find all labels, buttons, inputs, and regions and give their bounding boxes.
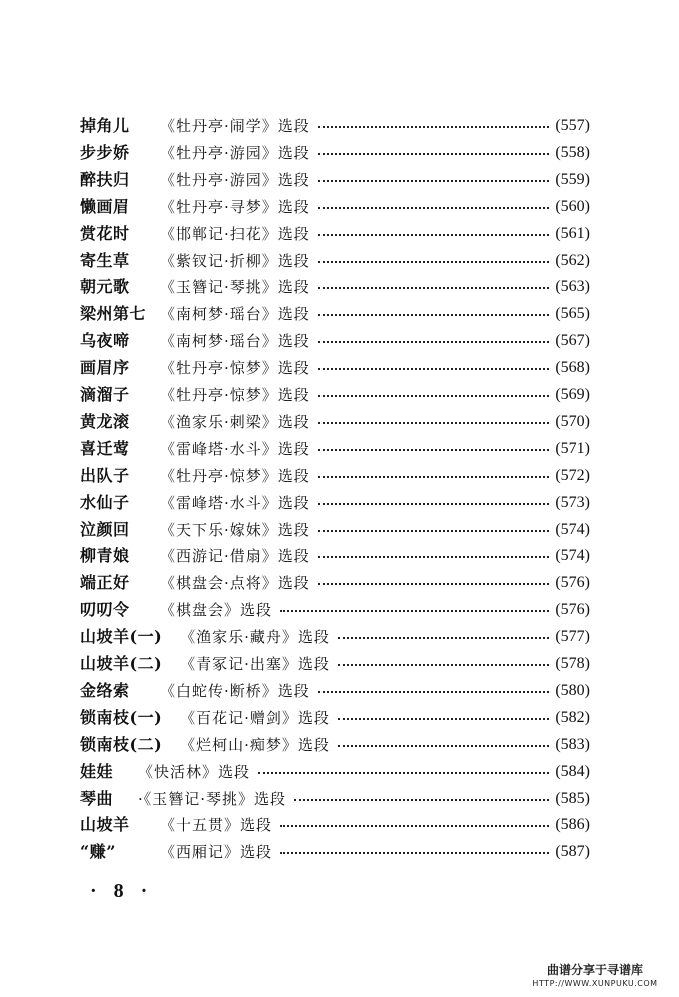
- page-number: (578): [555, 655, 590, 672]
- page-number: (576): [555, 601, 590, 619]
- tune-name: 泣颜回: [80, 519, 130, 539]
- tune-name: 金络索: [80, 680, 130, 700]
- page-number: (558): [555, 143, 590, 161]
- tune-name: 琴曲: [80, 788, 114, 808]
- page-number: (568): [555, 359, 590, 377]
- page-number: (569): [555, 386, 590, 403]
- work-title: 《烂柯山·痴梦》选段: [180, 735, 330, 754]
- page-number: (571): [555, 439, 590, 457]
- watermark: [520, 962, 670, 990]
- tune-name: “赚”: [80, 842, 116, 862]
- tune-name: 山坡羊(一): [80, 627, 163, 647]
- page-number: (565): [555, 305, 590, 323]
- page-number: (587): [555, 843, 590, 861]
- dot-leader: [280, 825, 549, 827]
- dot-leader: [318, 556, 550, 558]
- tune-name: 端正好: [80, 573, 130, 593]
- toc-entry: [80, 597, 590, 623]
- dot-leader: [280, 610, 549, 612]
- work-title: 《牡丹亭·惊梦》选段: [160, 359, 310, 378]
- tune-name: 喜迁莺: [80, 438, 130, 458]
- page-number: (557): [555, 117, 590, 134]
- toc-entry: [80, 274, 590, 300]
- page-number: (580): [555, 681, 590, 699]
- tune-name: 寄生草: [80, 250, 130, 270]
- page-number: (560): [555, 197, 590, 215]
- work-title: ·《玉簪记·琴挑》选段: [138, 789, 287, 808]
- page-number: (583): [555, 735, 590, 753]
- dot-leader: [318, 422, 550, 424]
- page-number: (567): [555, 332, 590, 350]
- tune-name: 山坡羊(二): [80, 654, 163, 673]
- work-title: 《雷峰塔·水斗》选段: [160, 439, 310, 458]
- tune-name: 娃娃: [80, 761, 114, 781]
- dot-leader: [318, 341, 550, 343]
- page-number: (561): [555, 224, 590, 242]
- toc-entry: [80, 839, 590, 865]
- dot-leader: [318, 476, 550, 478]
- page-number: (573): [555, 493, 590, 511]
- work-title: 《棋盘会·点将》选段: [160, 574, 310, 593]
- dot-leader: [318, 503, 550, 505]
- tune-name: 锁南枝(二): [80, 734, 163, 754]
- toc-entry: [80, 732, 590, 758]
- page-number: (582): [555, 708, 590, 726]
- work-title: 《十五贯》选段: [160, 816, 273, 835]
- page-number: (570): [555, 412, 590, 430]
- work-title: 《牡丹亭·游园》选段: [160, 143, 310, 162]
- dot-leader: [318, 368, 550, 370]
- tune-name: 掉角儿: [80, 116, 130, 135]
- tune-name: 步步娇: [80, 142, 130, 162]
- toc-entry: [80, 194, 590, 220]
- toc-entry: [80, 786, 590, 812]
- dot-leader: [318, 395, 550, 397]
- dot-leader: [318, 234, 550, 236]
- toc-entry: [80, 436, 590, 462]
- work-title: 《百花记·赠剑》选段: [180, 708, 330, 727]
- toc-entry: [80, 167, 590, 193]
- work-title: 《牡丹亭·寻梦》选段: [160, 197, 310, 216]
- dot-leader: [258, 772, 549, 774]
- toc-entry: [80, 301, 590, 327]
- tune-name: 朝元歌: [80, 277, 130, 297]
- work-title: 《西游记·借扇》选段: [160, 547, 310, 566]
- tune-name: 懒画眉: [80, 196, 130, 216]
- toc-entry: [80, 409, 590, 435]
- dot-leader: [318, 153, 550, 155]
- dot-leader: [318, 180, 550, 182]
- page-number: (572): [555, 466, 590, 484]
- work-title: 《玉簪记·琴挑》选段: [160, 278, 310, 297]
- dot-leader: [318, 583, 550, 585]
- work-title: 《渔家乐·刺梁》选段: [160, 412, 310, 431]
- page-number: (577): [555, 628, 590, 646]
- tune-name: 画眉序: [80, 358, 130, 378]
- work-title: 《天下乐·嫁妹》选段: [160, 520, 310, 539]
- toc-entry: [80, 678, 590, 704]
- work-title: 《青冢记·出塞》选段: [180, 655, 330, 673]
- tune-name: 滴溜子: [80, 385, 130, 404]
- page-number: (562): [555, 251, 590, 269]
- page-number: (586): [555, 816, 590, 834]
- toc-entry: [80, 570, 590, 596]
- work-title: 《南柯梦·瑶台》选段: [160, 332, 310, 351]
- work-title: 《牡丹亭·闹学》选段: [160, 117, 310, 135]
- work-title: 《棋盘会》选段: [160, 601, 273, 620]
- work-title: 《西厢记》选段: [160, 843, 273, 862]
- tune-name: 水仙子: [80, 492, 130, 512]
- work-title: 《雷峰塔·水斗》选段: [160, 493, 310, 512]
- toc-entry: [80, 759, 590, 785]
- toc-entry: [80, 543, 590, 569]
- work-title: 《牡丹亭·游园》选段: [160, 170, 310, 189]
- tune-name: 出队子: [80, 465, 130, 485]
- page-number: (559): [555, 170, 590, 188]
- tune-name: 柳青娘: [80, 546, 130, 566]
- toc-entry: [80, 140, 590, 166]
- work-title: 《快活林》选段: [138, 762, 251, 781]
- dot-leader: [338, 664, 549, 666]
- toc-entry: [80, 113, 590, 139]
- toc-entry: [80, 463, 590, 489]
- toc-entry: [80, 382, 590, 408]
- toc-entry: [80, 328, 590, 354]
- toc-entry: [80, 355, 590, 381]
- work-title: 《邯郸记·扫花》选段: [160, 224, 310, 243]
- toc-entry: [80, 248, 590, 274]
- tune-name: 锁南枝(一): [80, 707, 163, 727]
- tune-name: 醉扶归: [80, 169, 130, 189]
- tune-name: 赏花时: [80, 223, 130, 243]
- tune-name: 叨叨令: [80, 600, 130, 620]
- dot-leader: [318, 449, 550, 451]
- toc-entry: [80, 624, 590, 650]
- toc-entry: [80, 221, 590, 247]
- dot-leader: [280, 852, 549, 854]
- page-number: (574): [555, 520, 590, 538]
- dot-leader: [338, 745, 549, 747]
- watermark-url: HTTP://WWW.XUNPUKU.COM: [532, 979, 658, 988]
- page-number: (576): [555, 574, 590, 592]
- dot-leader: [294, 799, 549, 801]
- dot-leader: [318, 126, 550, 128]
- page-number: (584): [555, 762, 590, 780]
- work-title: 《紫钗记·折柳》选段: [160, 251, 310, 270]
- dot-leader: [318, 287, 550, 289]
- tune-name: 黄龙滚: [80, 411, 130, 431]
- tune-name: 乌夜啼: [80, 331, 130, 351]
- tune-name: 山坡羊: [80, 815, 130, 835]
- work-title: 《白蛇传·断桥》选段: [160, 681, 310, 700]
- work-title: 《牡丹亭·惊梦》选段: [160, 466, 310, 485]
- toc-entry: [80, 705, 590, 731]
- toc-entry: [80, 651, 590, 677]
- dot-leader: [318, 207, 550, 209]
- work-title: 《渔家乐·藏舟》选段: [180, 628, 330, 647]
- dot-leader: [318, 691, 550, 693]
- dot-leader: [338, 637, 549, 639]
- dot-leader: [338, 718, 549, 720]
- toc-entry: [80, 490, 590, 516]
- page-number: (574): [555, 547, 590, 565]
- toc-entry: [80, 812, 590, 838]
- page-number: (585): [555, 789, 590, 807]
- dot-leader: [318, 261, 550, 263]
- dot-leader: [318, 530, 550, 532]
- watermark-title: 曲谱分享于寻谱库: [546, 963, 643, 977]
- work-title: 《南柯梦·瑶台》选段: [160, 305, 310, 324]
- toc-entry: [80, 517, 590, 543]
- dot-leader: [318, 314, 550, 316]
- tune-name: 梁州第七: [80, 304, 147, 324]
- page-folio: · 8 ·: [90, 880, 154, 902]
- work-title: 《牡丹亭·惊梦》选段: [160, 386, 310, 404]
- page-number: (563): [555, 278, 590, 296]
